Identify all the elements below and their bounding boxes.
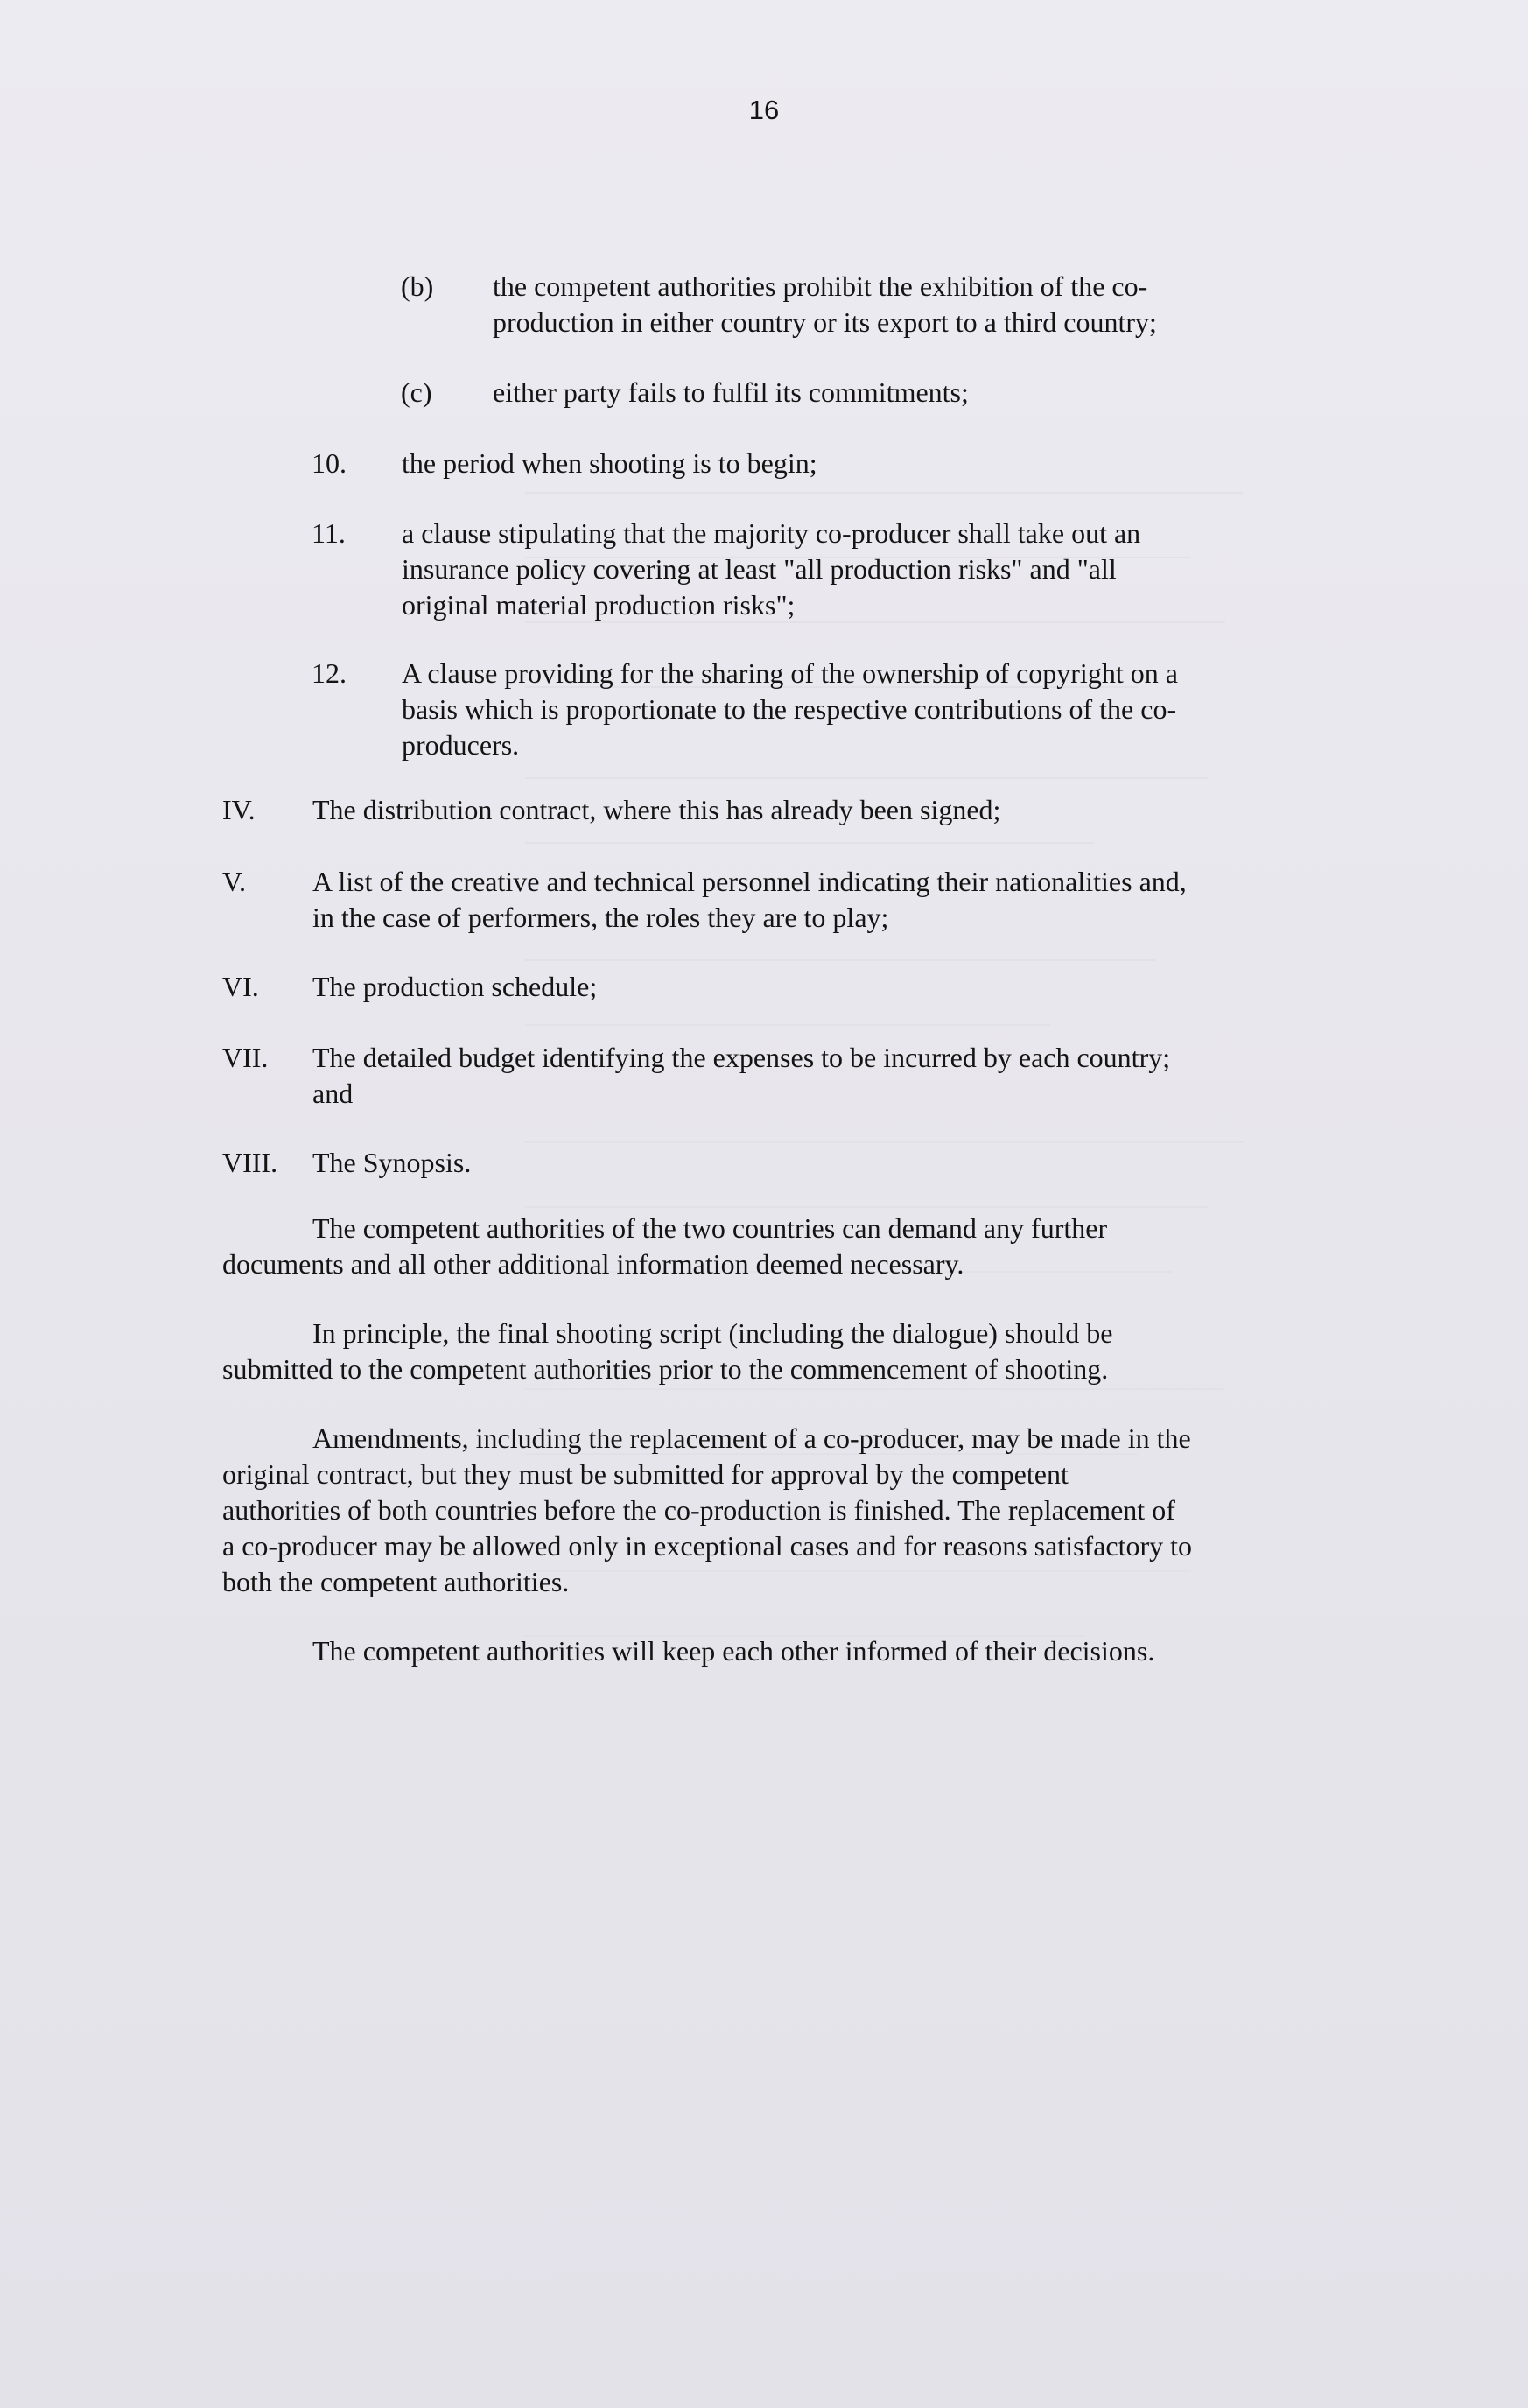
text-line: Amendments, including the replacement of a co-producer, may be made in the: [312, 1422, 1191, 1454]
text-line: original contract, but they must be submitted for approval by the competent: [222, 1458, 1069, 1490]
text-line: The Synopsis.: [312, 1147, 472, 1178]
roman-item-text: [312, 864, 1187, 936]
numbered-item-label: 11.: [312, 517, 346, 549]
text-line: a co-producer may be allowed only in exceptional cases and for reasons satisfactory to: [222, 1530, 1193, 1562]
text-line: either party fails to fulfil its commitments;: [493, 376, 969, 408]
text-line: in the case of performers, the roles they are to play;: [312, 902, 889, 933]
roman-item-text: [312, 1040, 1170, 1112]
text-line: the period when shooting is to begin;: [402, 447, 817, 479]
body-paragraph: [222, 1633, 1154, 1669]
roman-item-label: IV.: [222, 794, 256, 825]
roman-item-text: [312, 1145, 471, 1181]
roman-item-text: [312, 792, 1000, 828]
text-line: documents and all other additional information deemed necessary.: [222, 1248, 964, 1280]
numbered-item-text: [402, 656, 1178, 763]
text-line: insurance policy covering at least "all production risks" and "all: [402, 553, 1117, 585]
numbered-item-text: [402, 516, 1140, 623]
text-line: basis which is proportionate to the respective contributions of the co-: [402, 693, 1177, 725]
text-line: In principle, the final shooting script (including the dialogue) should be: [312, 1317, 1113, 1349]
text-line: both the competent authorities.: [222, 1566, 570, 1597]
page-number: 16: [748, 95, 780, 125]
numbered-item-label: 10.: [312, 447, 347, 479]
text-line: and: [312, 1078, 354, 1109]
body-paragraph: [222, 1211, 1107, 1282]
text-line: A list of the creative and technical personnel indicating their nationalities and,: [312, 866, 1187, 897]
text-line: The production schedule;: [312, 971, 598, 1002]
text-line: The competent authorities will keep each other informed of their decisions.: [312, 1635, 1155, 1667]
roman-item-label: VIII.: [222, 1147, 278, 1178]
text-line: authorities of both countries before the co-production is finished. The replacement of: [222, 1494, 1175, 1526]
roman-item-label: VI.: [222, 971, 259, 1002]
text-line: A clause providing for the sharing of the ownership of copyright on a: [402, 657, 1178, 689]
text-line: production in either country or its export to a third country;: [493, 306, 1157, 338]
roman-item-label: V.: [222, 866, 246, 897]
sub-item-label: (c): [401, 376, 432, 408]
text-line: a clause stipulating that the majority co-producer shall take out an: [402, 517, 1141, 549]
text-line: producers.: [402, 729, 520, 761]
text-line: The detailed budget identifying the expenses to be incurred by each country;: [312, 1042, 1171, 1073]
body-paragraph: [222, 1316, 1112, 1387]
text-line: The competent authorities of the two countries can demand any further: [312, 1212, 1108, 1244]
sub-item-text: [493, 375, 969, 411]
numbered-item-label: 12.: [312, 657, 347, 689]
body-paragraph: [222, 1421, 1192, 1600]
numbered-item-text: [402, 446, 817, 481]
sub-item-text: [493, 269, 1157, 340]
roman-item-text: [312, 969, 597, 1005]
text-line: The distribution contract, where this has already been signed;: [312, 794, 1001, 825]
text-line: the competent authorities prohibit the exhibition of the co-: [493, 270, 1148, 302]
roman-item-label: VII.: [222, 1042, 269, 1073]
text-line: submitted to the competent authorities prior to the commencement of shooting.: [222, 1353, 1109, 1385]
text-line: original material production risks";: [402, 589, 796, 621]
sub-item-label: (b): [401, 270, 434, 302]
